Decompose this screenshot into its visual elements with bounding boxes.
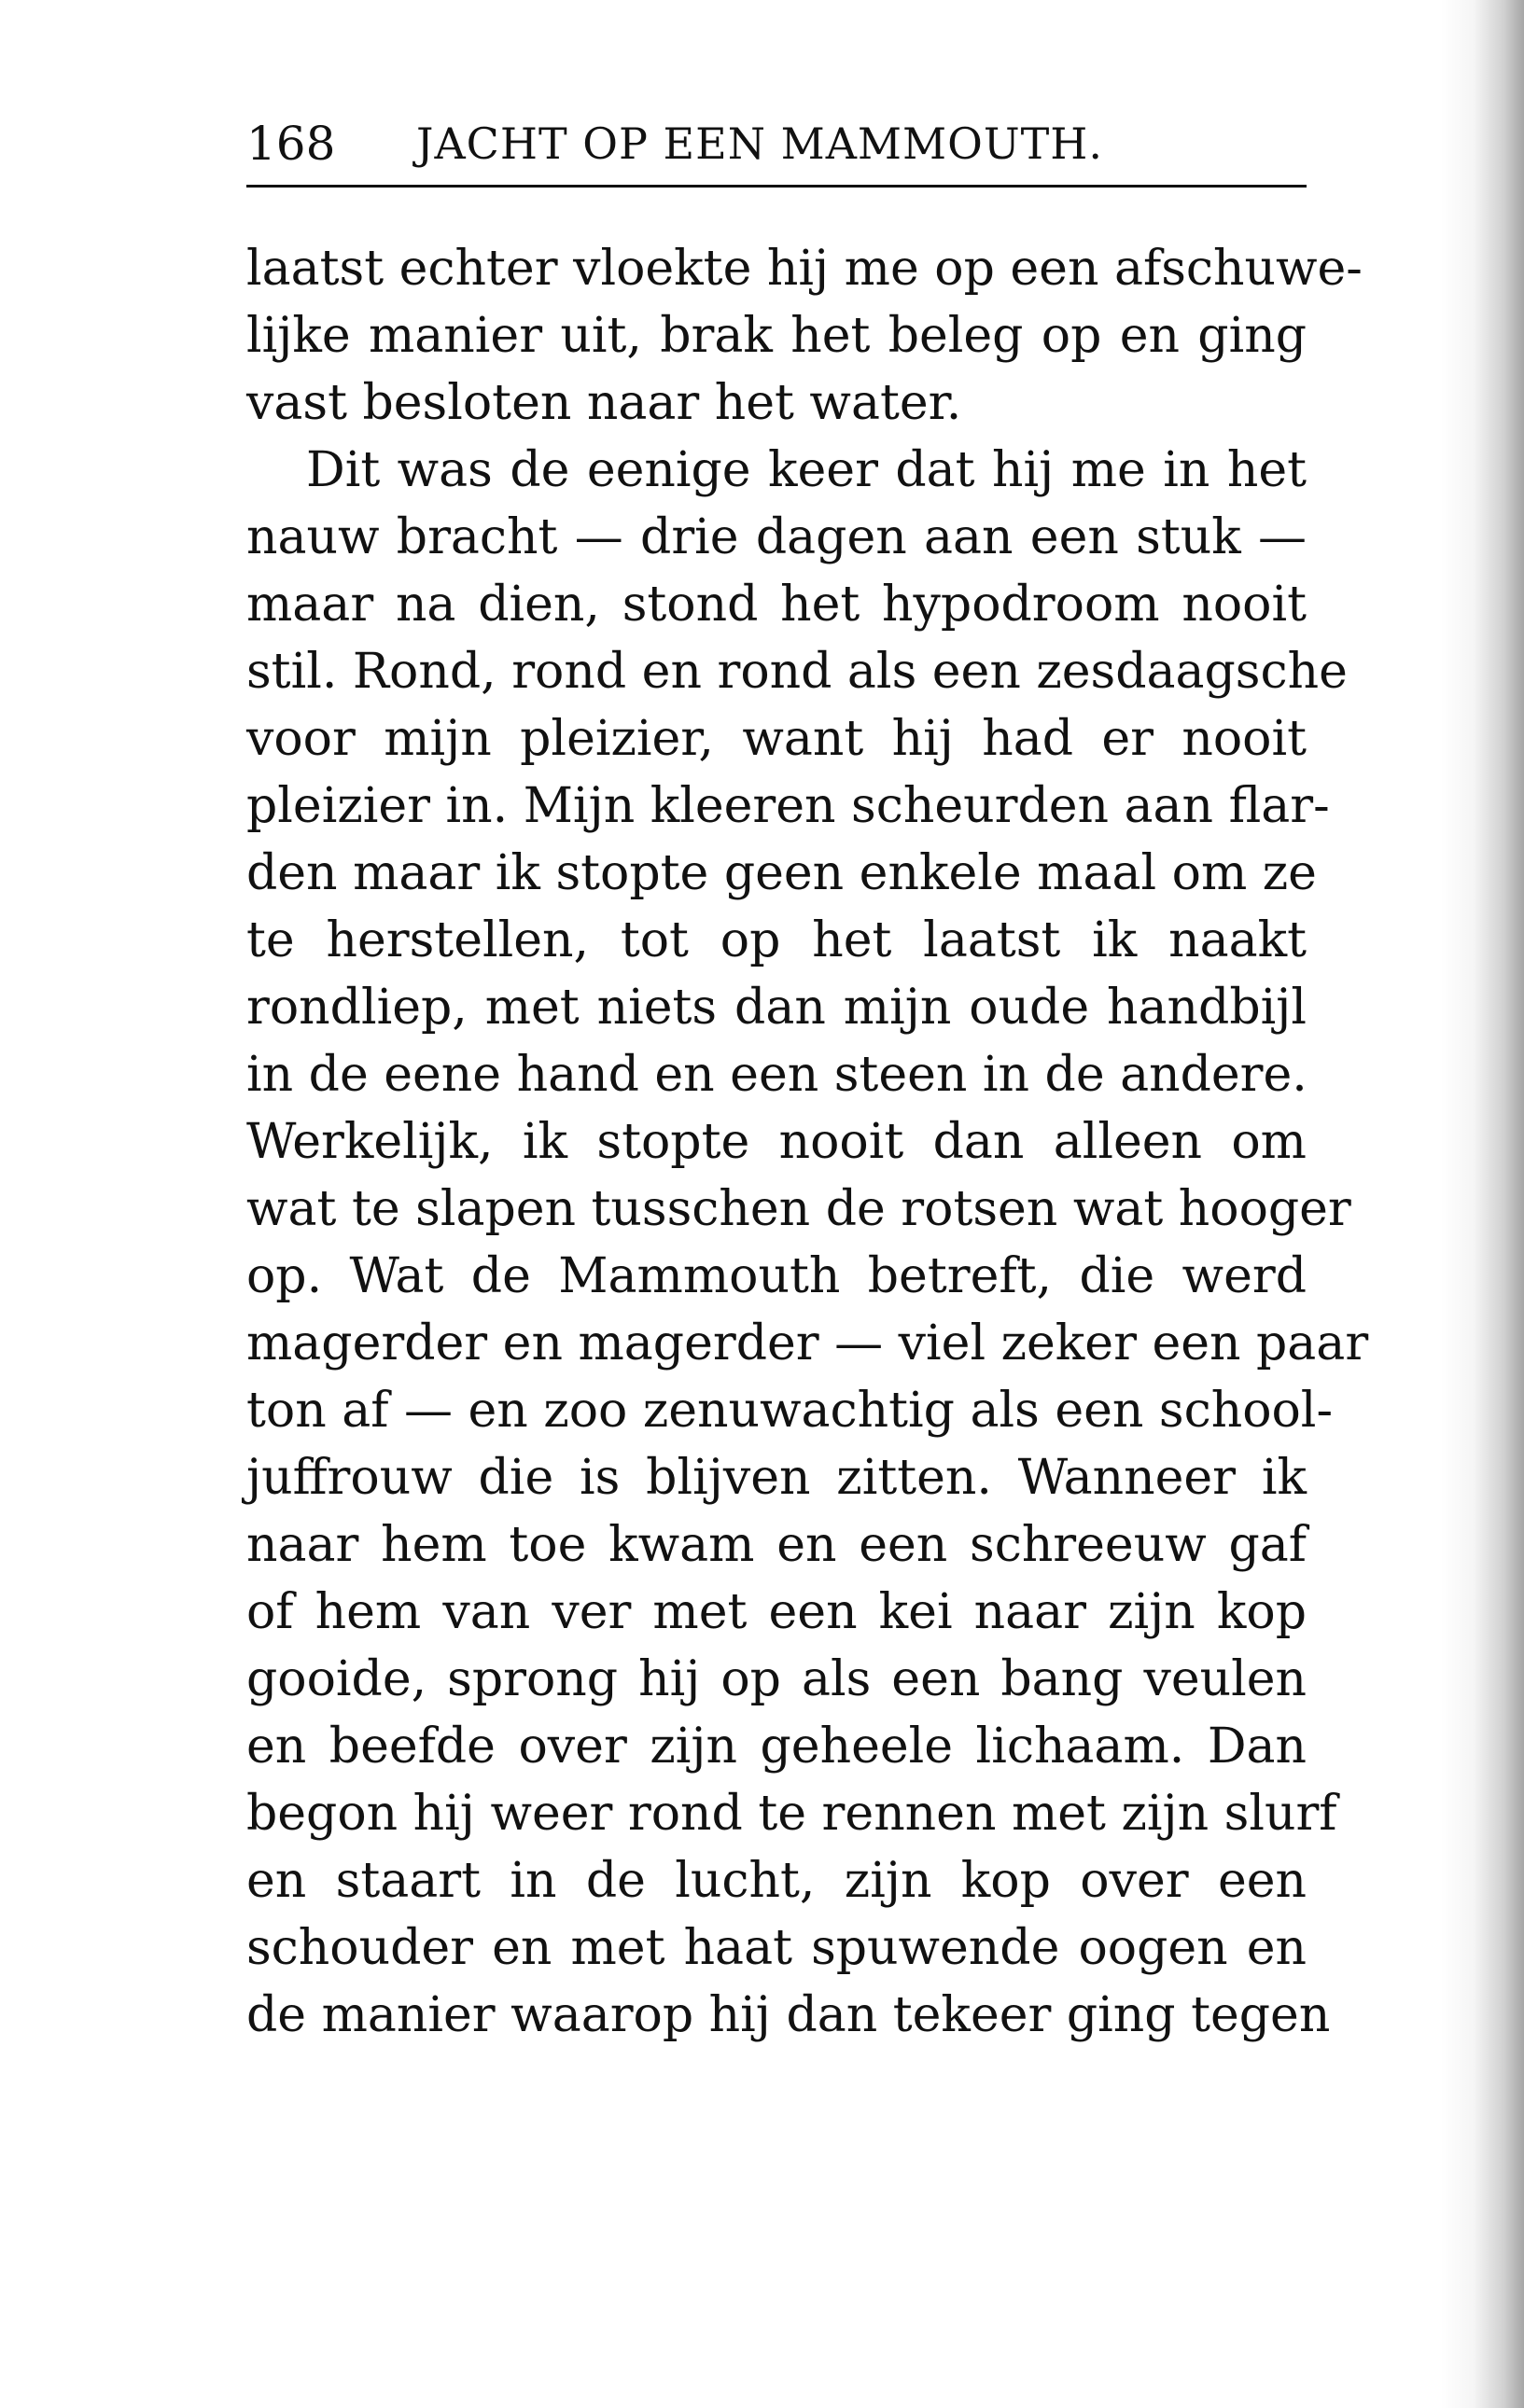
body-text [246, 235, 1369, 2049]
text-line: rondliep, met niets dan mijn oude handbijl [246, 980, 1307, 1036]
text-line: magerder en magerder — viel zeker een paar [246, 1315, 1369, 1371]
text-line: maar na dien, stond het hypodroom nooit [246, 577, 1307, 633]
text-line: naar hem toe kwam en een schreeuw gaf [246, 1517, 1307, 1573]
text-line: wat te slapen tusschen de rotsen wat hooger [246, 1181, 1351, 1237]
page-number: 168 [246, 117, 336, 171]
text-line: of hem van ver met een kei naar zijn kop [246, 1584, 1307, 1640]
text-line: vast besloten naar het water. [246, 375, 962, 431]
text-line: ton af — en zoo zenuwachtig als een school- [246, 1383, 1334, 1439]
text-line: den maar ik stopte geen enkele maal om ze [246, 845, 1317, 901]
text-line: op. Wat de Mammouth betreft, die werd [246, 1248, 1307, 1304]
text-line: te herstellen, tot op het laatst ik naakt [246, 912, 1307, 968]
text-line: juffrouw die is blijven zitten. Wanneer ik [246, 1450, 1307, 1506]
text-line: de manier waarop hij dan tekeer ging tegen [246, 1987, 1331, 2043]
text-line: Werkelijk, ik stopte nooit dan alleen om [246, 1114, 1307, 1170]
header-rule [246, 185, 1307, 188]
page-header [246, 110, 1307, 177]
text-line: lijke manier uit, brak het beleg op en ging [246, 308, 1307, 364]
text-line: pleizier in. Mijn kleeren scheurden aan flar- [246, 778, 1330, 834]
running-title: JACHT OP EEN MAMMOUTH. [416, 118, 1104, 169]
text-line: schouder en met haat spuwende oogen en [246, 1920, 1307, 1976]
text-line: gooide, sprong hij op als een bang veulen [246, 1651, 1307, 1707]
text-line: nauw bracht — drie dagen aan een stuk — [246, 509, 1307, 565]
text-line: begon hij weer rond te rennen met zijn slurf [246, 1786, 1337, 1842]
text-line: Dit was de eenige keer dat hij me in het [306, 442, 1307, 498]
text-line: in de eene hand en een steen in de andere. [246, 1047, 1307, 1103]
text-line: en staart in de lucht, zijn kop over een [246, 1853, 1307, 1909]
text-line: voor mijn pleizier, want hij had er nooit [246, 711, 1307, 767]
text-line: stil. Rond, rond en rond als een zesdaagsche [246, 644, 1348, 700]
text-line: laatst echter vloekte hij me op een afschuwe- [246, 241, 1363, 297]
text-line: en beefde over zijn geheele lichaam. Dan [246, 1719, 1307, 1775]
page-spine-shadow [1440, 0, 1524, 2408]
